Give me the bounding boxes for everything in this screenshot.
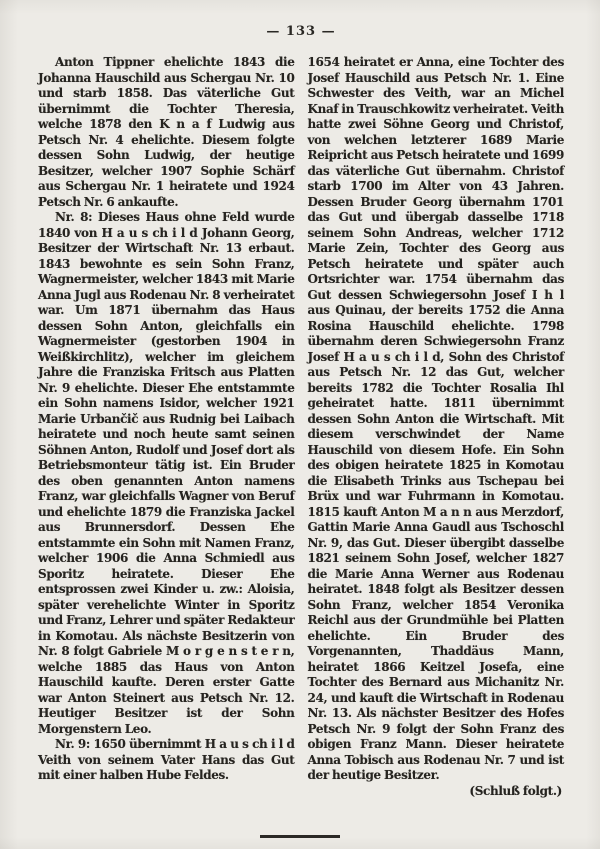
right-column [308, 55, 565, 799]
paragraph-haus-nr-8: Nr. 8: Dieses Haus ohne Feld wurde 1840 von H a u s ch i l d Johann Georg, Besitzer der Wirtschaft Nr. 13 erbaut. 1843 bewohnte es sein Sohn Franz, Wagnermeister, welcher 1843 mit Marie Anna Jugl aus Rodenau Nr. 8 verheiratet war. Um 1871 übernahm das Haus dessen Sohn Anton, gleichfalls ein Wagnermeister (gestorben 1904 in Weißkirchlitz), welcher im gleichem Jahre die Franziska Fritsch aus Platten Nr. 9 ehelichte. Dieser Ehe entstammte ein Sohn namens Isidor, welcher 1921 Marie Urbančič aus Rudnig bei Laibach heiratete und noch heute samt seinen Söhnen Anton, Rudolf und Josef dort als Betriebsmonteur tätig ist. Ein Bruder des oben genannten Anton namens Franz, war gleichfalls Wagner von Beruf und ehelichte 1879 die Franziska Jackel aus Brunnersdorf. Dessen Ehe entstammte ein Sohn mit Namen Franz, welcher 1906 die Anna Schmiedl aus Sporitz heiratete. Dieser Ehe entsprossen zwei Kinder u. zw.: Aloisia, später verehelichte Winter in Sporitz und Franz, Lehrer und später Redakteur in Komotau. Als nächste Besitzerin von Nr. 8 folgt Gabriele M o r g e n s t e r n, welche 1885 das Haus von Anton Hauschild kaufte. Deren erster Gatte war Anton Steinert aus Petsch Nr. 12. Heutiger Besitzer ist der Sohn Morgenstern Leo. [38, 210, 295, 736]
paragraph-anton-tippner: Anton Tippner ehelichte 1843 die Johanna Hauschild aus Schergau Nr. 10 und starb 1858. Das väterliche Gut übernimmt die Tochter Theresia, welche 1878 den K n a f Ludwig aus Petsch Nr. 4 ehelichte. Diesem folgte dessen Sohn Ludwig, der heutige Besitzer, welcher 1907 Sophie Schärf aus Schergau Nr. 1 heiratete und 1924 Petsch Nr. 6 ankaufte. [38, 55, 295, 209]
closing-note: (Schluß folgt.) [469, 783, 562, 798]
page-number: — 133 — [266, 24, 336, 39]
paragraph-continuation: 1654 heiratet er Anna, eine Tochter des Josef Hauschild aus Petsch Nr. 1. Eine Schwester des Veith, war an Michel Knaf in Trauschkowitz verheiratet. Veith hatte zwei Söhne Georg und Christof, von welchen letzterer 1689 Marie Reipricht aus Petsch heiratete und 1699 das väterliche Gut übernahm. Christof starb 1700 im Alter von 43 Jahren. Dessen Bruder Georg übernahm 1701 das Gut und übergab dasselbe 1718 seinem Sohn Andreas, welcher 1712 Marie Zein, Tochter des Georg aus Petsch heiratete und später auch Ortsrichter war. 1754 übernahm das Gut dessen Schwiegersohn Josef I h l aus Quinau, der bereits 1752 die Anna Rosina Hauschild ehelichte. 1798 übernahm deren Schwiegersohn Franz Josef H a u s ch i l d, Sohn des Christof aus Petsch Nr. 12 das Gut, welcher bereits 1782 die Tochter Rosalia Ihl geheiratet hatte. 1811 übernimmt dessen Sohn Anton die Wirtschaft. Mit diesem verschwindet der Name Hauschild von diesem Hofe. Ein Sohn des obigen heiratete 1825 in Komotau die Elisabeth Trinks aus Tschepau bei Brüx und war Fuhrmann in Komotau. 1815 kauft Anton M a n n aus Merzdorf, Gattin Marie Anna Gaudl aus Tschoschl Nr. 9, das Gut. Dieser übergibt dasselbe 1821 seinem Sohn Josef, welcher 1827 die Marie Anna Werner aus Rodenau heiratet. 1848 folgt als Besitzer dessen Sohn Franz, welcher 1854 Veronika Reichl aus der Grundmühle bei Platten ehelichte. Ein Bruder des Vorgenannten, Thaddäus Mann, heiratet 1866 Keitzel Josefa, eine Tochter des Bernard aus Michanitz Nr. 24, und kauft die Wirtschaft in Rodenau Nr. 13. Als nächster Besitzer des Hofes Petsch Nr. 9 folgt der Sohn Franz des obigen Franz Mann. Dieser heiratete Anna Tobisch aus Rodenau Nr. 7 und ist der heutige Besitzer. [307, 55, 564, 782]
section-end-rule [260, 835, 340, 838]
left-column [38, 55, 295, 799]
text-columns [38, 55, 564, 799]
paragraph-haus-nr-9: Nr. 9: 1650 übernimmt H a u s ch i l d Veith von seinem Vater Hans das Gut mit einer halben Hube Feldes. [38, 737, 295, 782]
